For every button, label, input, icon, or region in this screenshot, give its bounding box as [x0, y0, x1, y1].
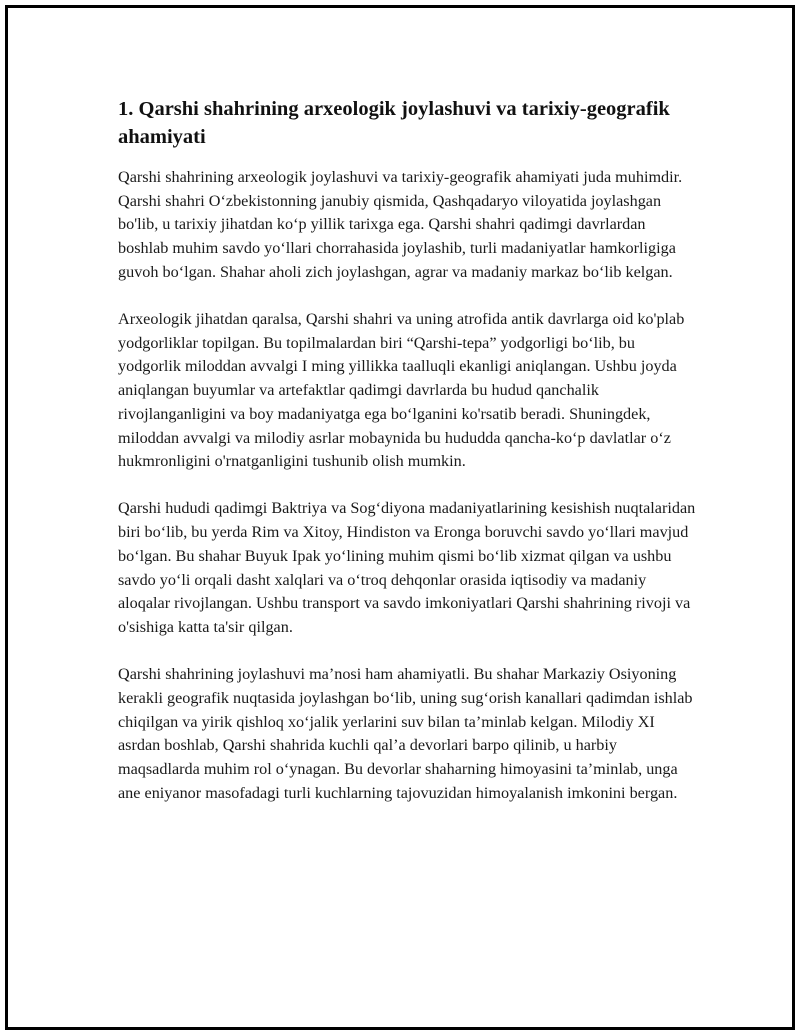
paragraph-2: Arxeologik jihatdan qaralsa, Qarshi shahri va uning atrofida antik davrlarga oid ko'plab yodgorliklar topilgan. Bu topilmalardan biri “Qarshi-tepa” yodgorligi bo‘lib, bu yodgorlik miloddan avvalgi I ming yillikka taalluqli ekanligi aniqlangan. Ushbu joyda aniqlangan buyumlar va artefaktlar qadimgi davrlarda bu hudud qanchalik rivojlanganligini va boy madaniyatga ega bo‘lganini ko'rsatib beradi. Shuningdek, miloddan avvalgi va milodiy asrlar mobaynida bu hududda qancha-ko‘p davlatlar o‘z hukmronligini o'rnatganligini tushunib olish mumkin.: [118, 310, 685, 471]
paragraph-3: Qarshi hududi qadimgi Baktriya va Sog‘diyona madaniyatlarining kesishish nuqtalaridan biri bo‘lib, bu yerda Rim va Xitoy, Hindiston va Eronga boruvchi savdo yo‘llari mavjud bo‘lgan. Bu shahar Buyuk Ipak yo‘lining muhim qismi bo‘lib xizmat qilgan va ushbu savdo yo‘li orqali dasht xalqlari va o‘troq dehqonlar orasida iqtisodiy va madaniy aloqalar rivojlangan. Ushbu transport va savdo imkoniyatlari Qarshi shahrining rivoji va o'sishiga katta ta'sir qilgan.: [118, 499, 696, 636]
paragraph-1: Qarshi shahrining arxeologik joylashuvi va tarixiy-geografik ahamiyati juda muhimdir. Qarshi shahri O‘zbekistonning janubiy qismida, Qashqadaryo viloyatida joylashgan bo'lib, u tarixiy jihatdan ko‘p yillik tarixga ega. Qarshi shahri qadimgi davrlardan boshlab muhim savdo yo‘llari chorrahasida joylashib, turli madaniyatlar hamkorligiga guvoh bo‘lgan. Shahar aholi zich joylashgan, agrar va madaniy markaz bo‘lib kelgan.: [118, 168, 683, 281]
section-heading: 1. Qarshi shahrining arxeologik joylashuvi va tarixiy-geografik ahamiyati: [118, 98, 670, 148]
document-body: [118, 95, 698, 829]
paragraph-4: Qarshi shahrining joylashuvi ma’nosi ham ahamiyatli. Bu shahar Markaziy Osiyoning kerakli geografik nuqtasida joylashgan bo‘lib, uning sug‘orish kanallari qadimdan ishlab chiqilgan va yirik qishloq xo‘jalik yerlarini suv bilan ta’minlab kelgan. Milodiy XI asrdan boshlab, Qarshi shahrida kuchli qal’a devorlari barpo qilinib, u harbiy maqsadlarda muhim rol o‘ynagan. Bu devorlar shaharning himoyasini ta’minlab, unga ane eniyanor masofadagi turli kuchlarning tajovuzidan himoyalanish imkonini bergan.: [118, 665, 693, 802]
